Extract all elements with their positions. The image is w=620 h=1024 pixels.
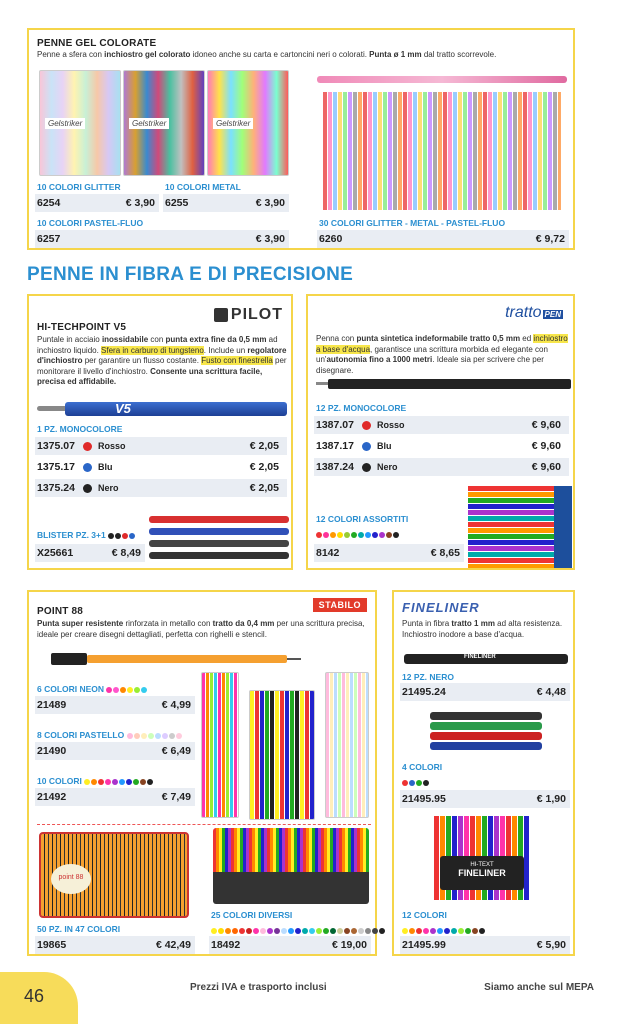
fineliner-pen-image [404, 652, 568, 666]
fineliner-pen-label: FINELINER [464, 654, 496, 660]
fineliner-label-nero: 12 PZ. NERO [402, 672, 454, 682]
black-dot [83, 484, 92, 493]
point88-row-neon: 21489 € 4,99 [35, 696, 195, 714]
gel-label-pastel: 10 COLORI PASTEL-FLUO [37, 218, 144, 228]
point88-divider [37, 824, 371, 825]
gel-pack-label-3: Gelstriker [213, 118, 253, 129]
gel-price-30: € 9,72 [535, 233, 565, 245]
tratto-row-blu: 1387.17 Blu € 9,60 [316, 440, 561, 452]
footer-prices: Prezzi IVA e trasporto inclusi [190, 982, 327, 993]
fineliner-pack-label: FINELINER [458, 868, 506, 878]
fineliner-row-4: 21495.95 € 1,90 [400, 790, 570, 808]
gel-row-pastel [35, 230, 289, 248]
gel-code-pastel: 6257 [37, 233, 61, 245]
tratto-description: Penna con punta sintetica indeformabile tratto 0,5 mm ed inchiostro a base d'acqua, garantisce una scrittura morbida ed elegante con un'autonomia fino a 1000 metri. Ideale sia per scrivere che per disegnare. [316, 334, 568, 375]
v5-blister-row: X25661 € 8,49 [35, 544, 145, 562]
point88-roll-image [213, 828, 369, 904]
fineliner-row-nero: 21495.24 € 4,48 [400, 683, 570, 701]
tratto-logo: tratto PEN [505, 304, 561, 321]
tratto-pen-image [316, 378, 571, 390]
pilot-logo-icon [214, 308, 228, 322]
v5-description: Puntale in acciaio inossidabile con punta extra fine da 0,5 mm ad inchiostro liquido. Sfera in carburo di tungsteno. Include un regolatore d'inchiostro per garantire un flusso costante. Fusto con finestrella per monitorare il livello d'inchiostro. Consente una scrittura facile, precisa ed affidabile. [37, 335, 287, 386]
fineliner-12-image [434, 816, 530, 900]
v5-pen-label: V5 [115, 401, 131, 416]
gel-description: Penne a sfera con inchiostro gel colorato idoneo anche su carta e cartoncini neri o colorati. Punta ø 1 mm dal tratto scorrevole. [37, 50, 497, 59]
tratto-box [306, 294, 575, 570]
gel-row-metal [163, 194, 289, 212]
gel-code-30: 6260 [319, 233, 343, 245]
gel-code-glitter: 6254 [37, 197, 61, 209]
point88-label-50: 50 PZ. IN 47 COLORI [37, 924, 121, 934]
point88-row-10: 21492 € 7,49 [35, 788, 195, 806]
gel-pens-box [27, 28, 575, 250]
gel-label-30: 30 COLORI GLITTER - METAL - PASTEL-FLUO [319, 218, 506, 228]
gel-price-pastel: € 3,90 [255, 233, 285, 245]
gel-label-metal: 10 COLORI METAL [165, 182, 241, 192]
point88-tin-label: point 88 [51, 864, 91, 894]
v5-row-nero: 1375.24 Nero € 2,05 [35, 479, 287, 497]
red-dot [362, 421, 371, 430]
fineliner-label-4: 4 COLORI [402, 762, 443, 772]
gel-pack-label-2: Gelstriker [129, 118, 169, 129]
v5-pen-image [37, 400, 287, 418]
fineliner-label-12: 12 COLORI [402, 910, 447, 920]
tratto-assort-dots [316, 526, 400, 544]
stabilo-logo: STABILO [313, 598, 367, 612]
pilot-logo: PILOT [214, 306, 283, 324]
page-number: 46 [24, 986, 45, 1006]
point88-packs-image [201, 672, 371, 822]
black-dot [362, 463, 371, 472]
tratto-sub: 12 PZ. MONOCOLORE [316, 403, 407, 413]
v5-box [27, 294, 293, 570]
point88-description: Punta super resistente rinforzata in metallo con tratto da 0,4 mm per una scrittura precisa, ideale per creare disegni dettagliati, perfetta con righelli e stencil. [37, 619, 365, 639]
tratto-assort-row: 8142 € 8,65 [314, 544, 464, 562]
page-number-tab [0, 972, 78, 1024]
tratto-row-nero: 1387.24 Nero € 9,60 [314, 458, 569, 476]
gel-label-glitter: 10 COLORI GLITTER [37, 182, 121, 192]
gel-title: PENNE GEL COLORATE [37, 38, 157, 49]
gel-30-pens-image [317, 70, 567, 215]
blue-dot [83, 463, 92, 472]
red-dot [83, 442, 92, 451]
fineliner-row-12: 21495.99 € 5,90 [400, 936, 570, 954]
point88-pen-image [51, 652, 301, 666]
v5-row-blu: 1375.17 Blu € 2,05 [37, 461, 279, 473]
v5-blister-image [149, 510, 289, 566]
fineliner-4-image [430, 710, 542, 754]
point88-row-50: 19865 € 42,49 [35, 936, 195, 954]
fineliner-box [392, 590, 575, 956]
point88-row-pastello: 21490 € 6,49 [35, 742, 195, 760]
tratto-assort-label: 12 COLORI ASSORTITI [316, 514, 409, 524]
fineliner-description: Punta in fibra tratto 1 mm ad alta resistenza. Inchiostro inodore a base d'acqua. [402, 619, 563, 639]
point88-tin-image [39, 832, 189, 918]
gel-code-metal: 6255 [165, 197, 189, 209]
gel-packs-image [39, 70, 289, 178]
gel-row-30 [317, 230, 569, 248]
gel-price-glitter: € 3,90 [125, 197, 155, 209]
v5-row-rosso: 1375.07 Rosso € 2,05 [35, 437, 287, 455]
point88-box [27, 590, 377, 956]
point88-row-25: 18492 € 19,00 [209, 936, 371, 954]
point88-label-10: 10 COLORI [37, 776, 154, 786]
fineliner-logo: FINELINER [402, 600, 480, 615]
footer-mepa: Siamo anche sul MEPA [484, 982, 594, 993]
v5-blister-label: BLISTER PZ. 3+1 [37, 530, 136, 540]
point88-label-neon: 6 COLORI NEON [37, 684, 148, 694]
gel-row-glitter [35, 194, 159, 212]
gel-pack-label-1: Gelstriker [45, 118, 85, 129]
point88-title: POINT 88 [37, 606, 84, 617]
v5-title: HI-TECHPOINT V5 [37, 322, 127, 333]
tratto-row-rosso: 1387.07 Rosso € 9,60 [314, 416, 569, 434]
tratto-assorted-image [468, 486, 572, 568]
section-title: PENNE IN FIBRA E DI PRECISIONE [27, 264, 354, 285]
point88-label-pastello: 8 COLORI PASTELLO [37, 730, 183, 740]
fineliner-pack-brand: HI-TEXT [470, 862, 494, 868]
gel-price-metal: € 3,90 [255, 197, 285, 209]
point88-label-25: 25 COLORI DIVERSI [211, 910, 293, 920]
v5-sub: 1 PZ. MONOCOLORE [37, 424, 123, 434]
blue-dot [362, 442, 371, 451]
